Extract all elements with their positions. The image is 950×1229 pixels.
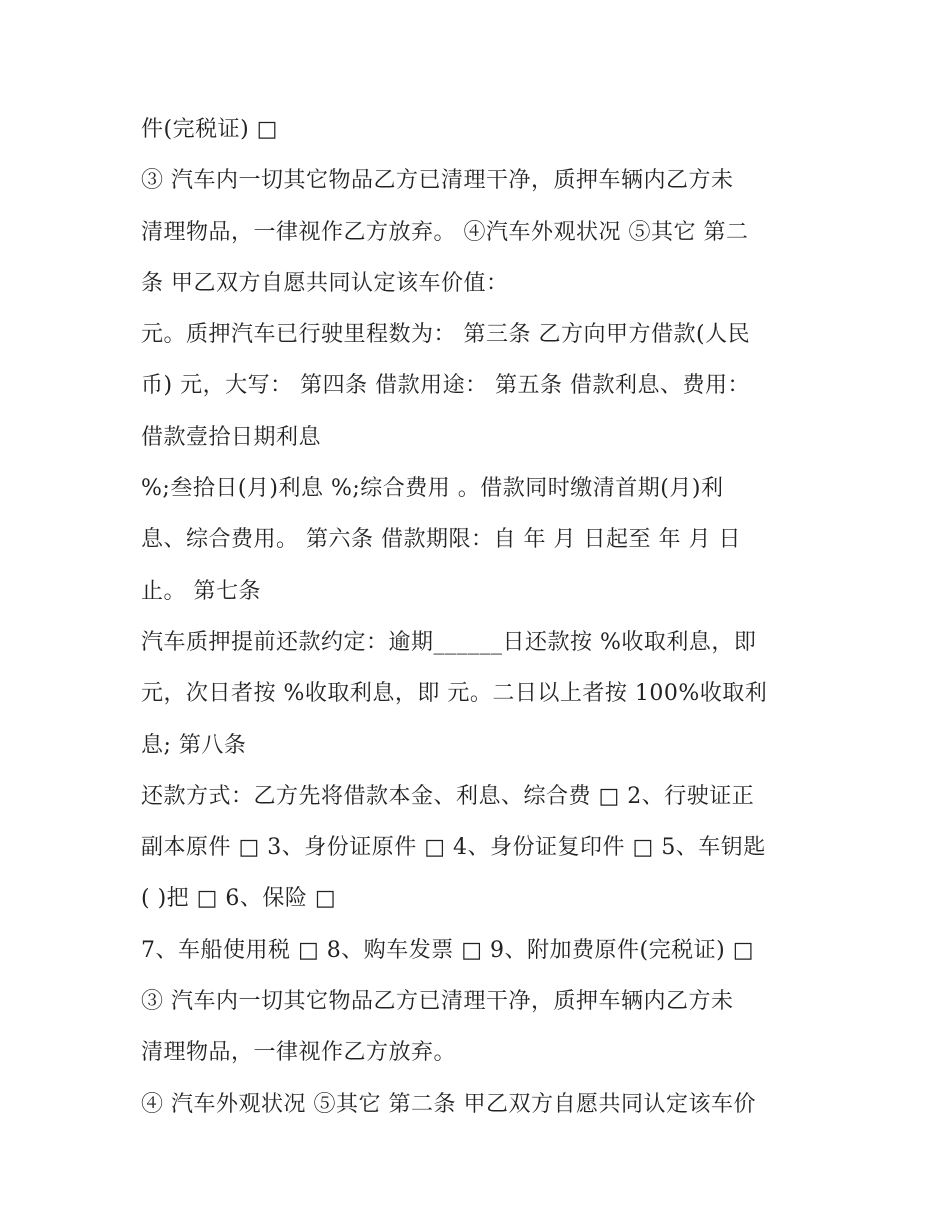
- text-line: 条 甲乙双方自愿共同认定该车价值：: [141, 270, 509, 296]
- text-line: 清理物品，一律视作乙方放弃。 ④汽车外观状况 ⑤其它 第二: [141, 219, 749, 245]
- text-line: 借款壹拾日期利息: [141, 424, 322, 450]
- text-line: 副本原件 □ 3、身份证原件 □ 4、身份证复印件 □ 5、车钥匙: [141, 835, 766, 861]
- text-line: 清理物品，一律视作乙方放弃。: [141, 1040, 457, 1066]
- text-line: 止。 第七条: [141, 578, 261, 604]
- text-line: 息; 第八条: [141, 732, 247, 758]
- text-line: ③ 汽车内一切其它物品乙方已清理干净，质押车辆内乙方未: [141, 989, 734, 1015]
- text-line: ③ 汽车内一切其它物品乙方已清理干净，质押车辆内乙方未: [141, 168, 734, 194]
- text-line: 息、综合费用。 第六条 借款期限：自 年 月 日起至 年 月 日: [141, 527, 741, 553]
- text-line: ④ 汽车外观状况 ⑤其它 第二条 甲乙双方自愿共同认定该车价: [141, 1091, 756, 1117]
- text-line: ( )把 □ 6、保险 □: [141, 886, 337, 912]
- text-line: 还款方式：乙方先将借款本金、利息、综合费 □ 2、行驶证正: [141, 783, 755, 809]
- text-line: 7、车船使用税 □ 8、购车发票 □ 9、附加费原件(完税证) □: [141, 937, 754, 963]
- text-line: 币) 元，大写： 第四条 借款用途： 第五条 借款利息、费用：: [141, 373, 751, 399]
- text-line: 元，次日者按 %收取利息，即 元。二日以上者按 100%收取利: [141, 681, 768, 707]
- document-body: [141, 108, 821, 1134]
- text-line: 件(完税证) □: [141, 117, 278, 142]
- text-line: 汽车质押提前还款约定：逾期______日还款按 %收取利息，即: [141, 629, 757, 655]
- text-line: %;叁拾日(月)利息 %;综合费用 。借款同时缴清首期(月)利: [141, 476, 724, 502]
- text-line: 元。质押汽车已行驶里程数为： 第三条 乙方向甲方借款(人民: [141, 322, 751, 348]
